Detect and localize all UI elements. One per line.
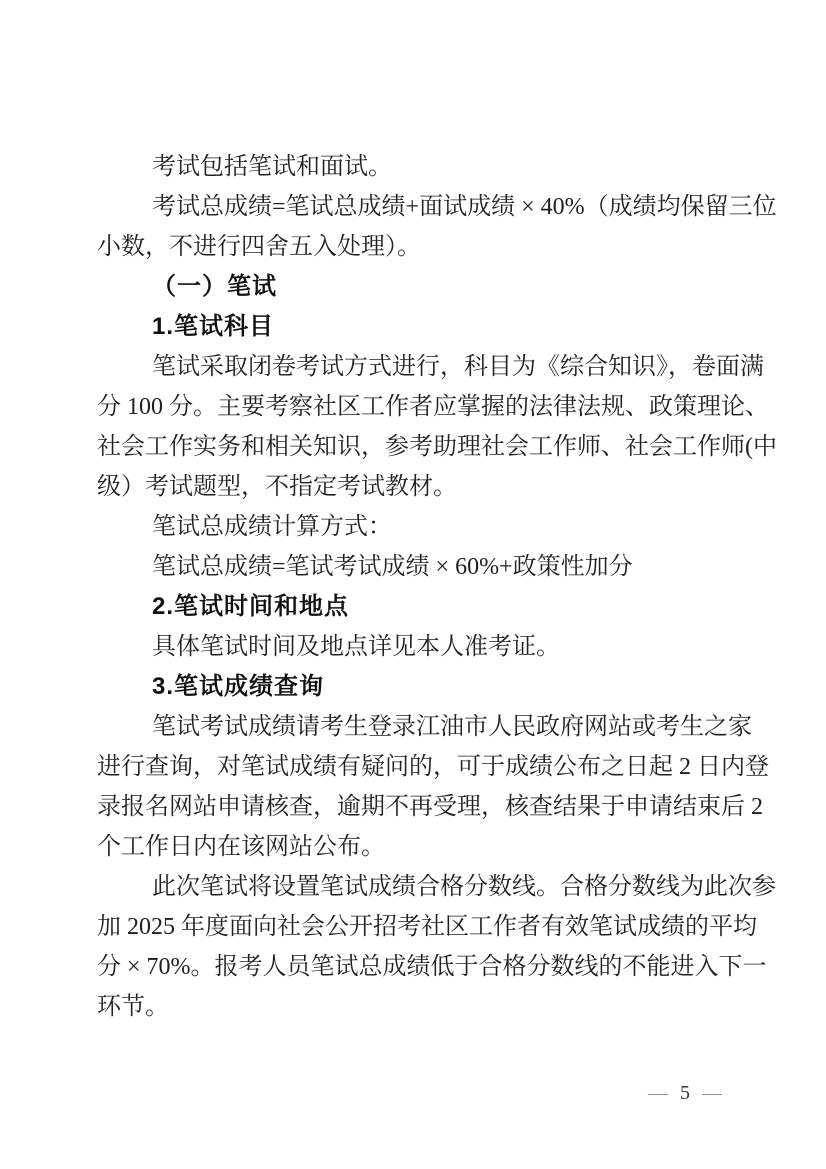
- paragraph: [97, 347, 777, 507]
- text-line: 具体笔试时间及地点详见本人准考证。: [152, 634, 560, 660]
- paragraph: [97, 547, 733, 587]
- paragraph: [97, 507, 733, 547]
- text-line: 小数，不进行四舍五入处理）。: [97, 234, 421, 260]
- text-line: 级）考试题型，不指定考试教材。: [97, 474, 457, 500]
- paragraph: [97, 187, 777, 267]
- paragraph: [97, 147, 733, 187]
- text-line: 3.笔试成绩查询: [152, 673, 325, 700]
- text-line: 笔试总成绩计算方式：: [152, 514, 392, 540]
- paragraph: [97, 707, 769, 867]
- text-line: 笔试总成绩=笔试考试成绩 × 60%+政策性加分: [152, 554, 633, 580]
- text-line: 社会工作实务和相关知识，参考助理社会工作师、社会工作师(中: [97, 434, 777, 460]
- section-heading: [97, 667, 733, 707]
- section-heading: [97, 307, 733, 347]
- text-line: （一）笔试: [152, 273, 277, 300]
- text-line: 考试总成绩=笔试总成绩+面试成绩 × 40%（成绩均保留三位: [152, 194, 777, 220]
- text-line: 笔试采取闭卷考试方式进行，科目为《综合知识》，卷面满: [152, 354, 764, 380]
- page-number: 5: [680, 1082, 690, 1104]
- text-line: 考试包括笔试和面试。: [152, 154, 392, 180]
- document-body: [97, 147, 777, 1027]
- section-heading: [97, 267, 733, 307]
- text-line: 2.笔试时间和地点: [152, 593, 350, 620]
- paragraph: [97, 627, 733, 667]
- text-line: 分 100 分。主要考察社区工作者应掌握的法律法规、政策理论、: [97, 394, 769, 420]
- paragraph: [97, 867, 776, 1027]
- footer-dash-left: —: [648, 1082, 668, 1104]
- text-line: 1.笔试科目: [152, 313, 275, 340]
- text-line: 进行查询，对笔试成绩有疑问的，可于成绩公布之日起 2 日内登: [97, 754, 769, 780]
- text-line: 环节。: [97, 994, 169, 1020]
- footer-dash-right: —: [702, 1082, 722, 1104]
- text-line: 笔试考试成绩请考生登录江油市人民政府网站或考生之家: [152, 714, 752, 740]
- text-line: 录报名网站申请核查，逾期不再受理，核查结果于申请结束后 2: [97, 794, 763, 820]
- text-line: 个工作日内在该网站公布。: [97, 834, 385, 860]
- page-footer: [0, 1081, 722, 1105]
- text-line: 加 2025 年度面向社会公开招考社区工作者有效笔试成绩的平均: [97, 914, 757, 940]
- text-line: 此次笔试将设置笔试成绩合格分数线。合格分数线为此次参: [152, 874, 776, 900]
- section-heading: [97, 587, 733, 627]
- text-line: 分 × 70%。报考人员笔试总成绩低于合格分数线的不能进入下一: [97, 954, 767, 980]
